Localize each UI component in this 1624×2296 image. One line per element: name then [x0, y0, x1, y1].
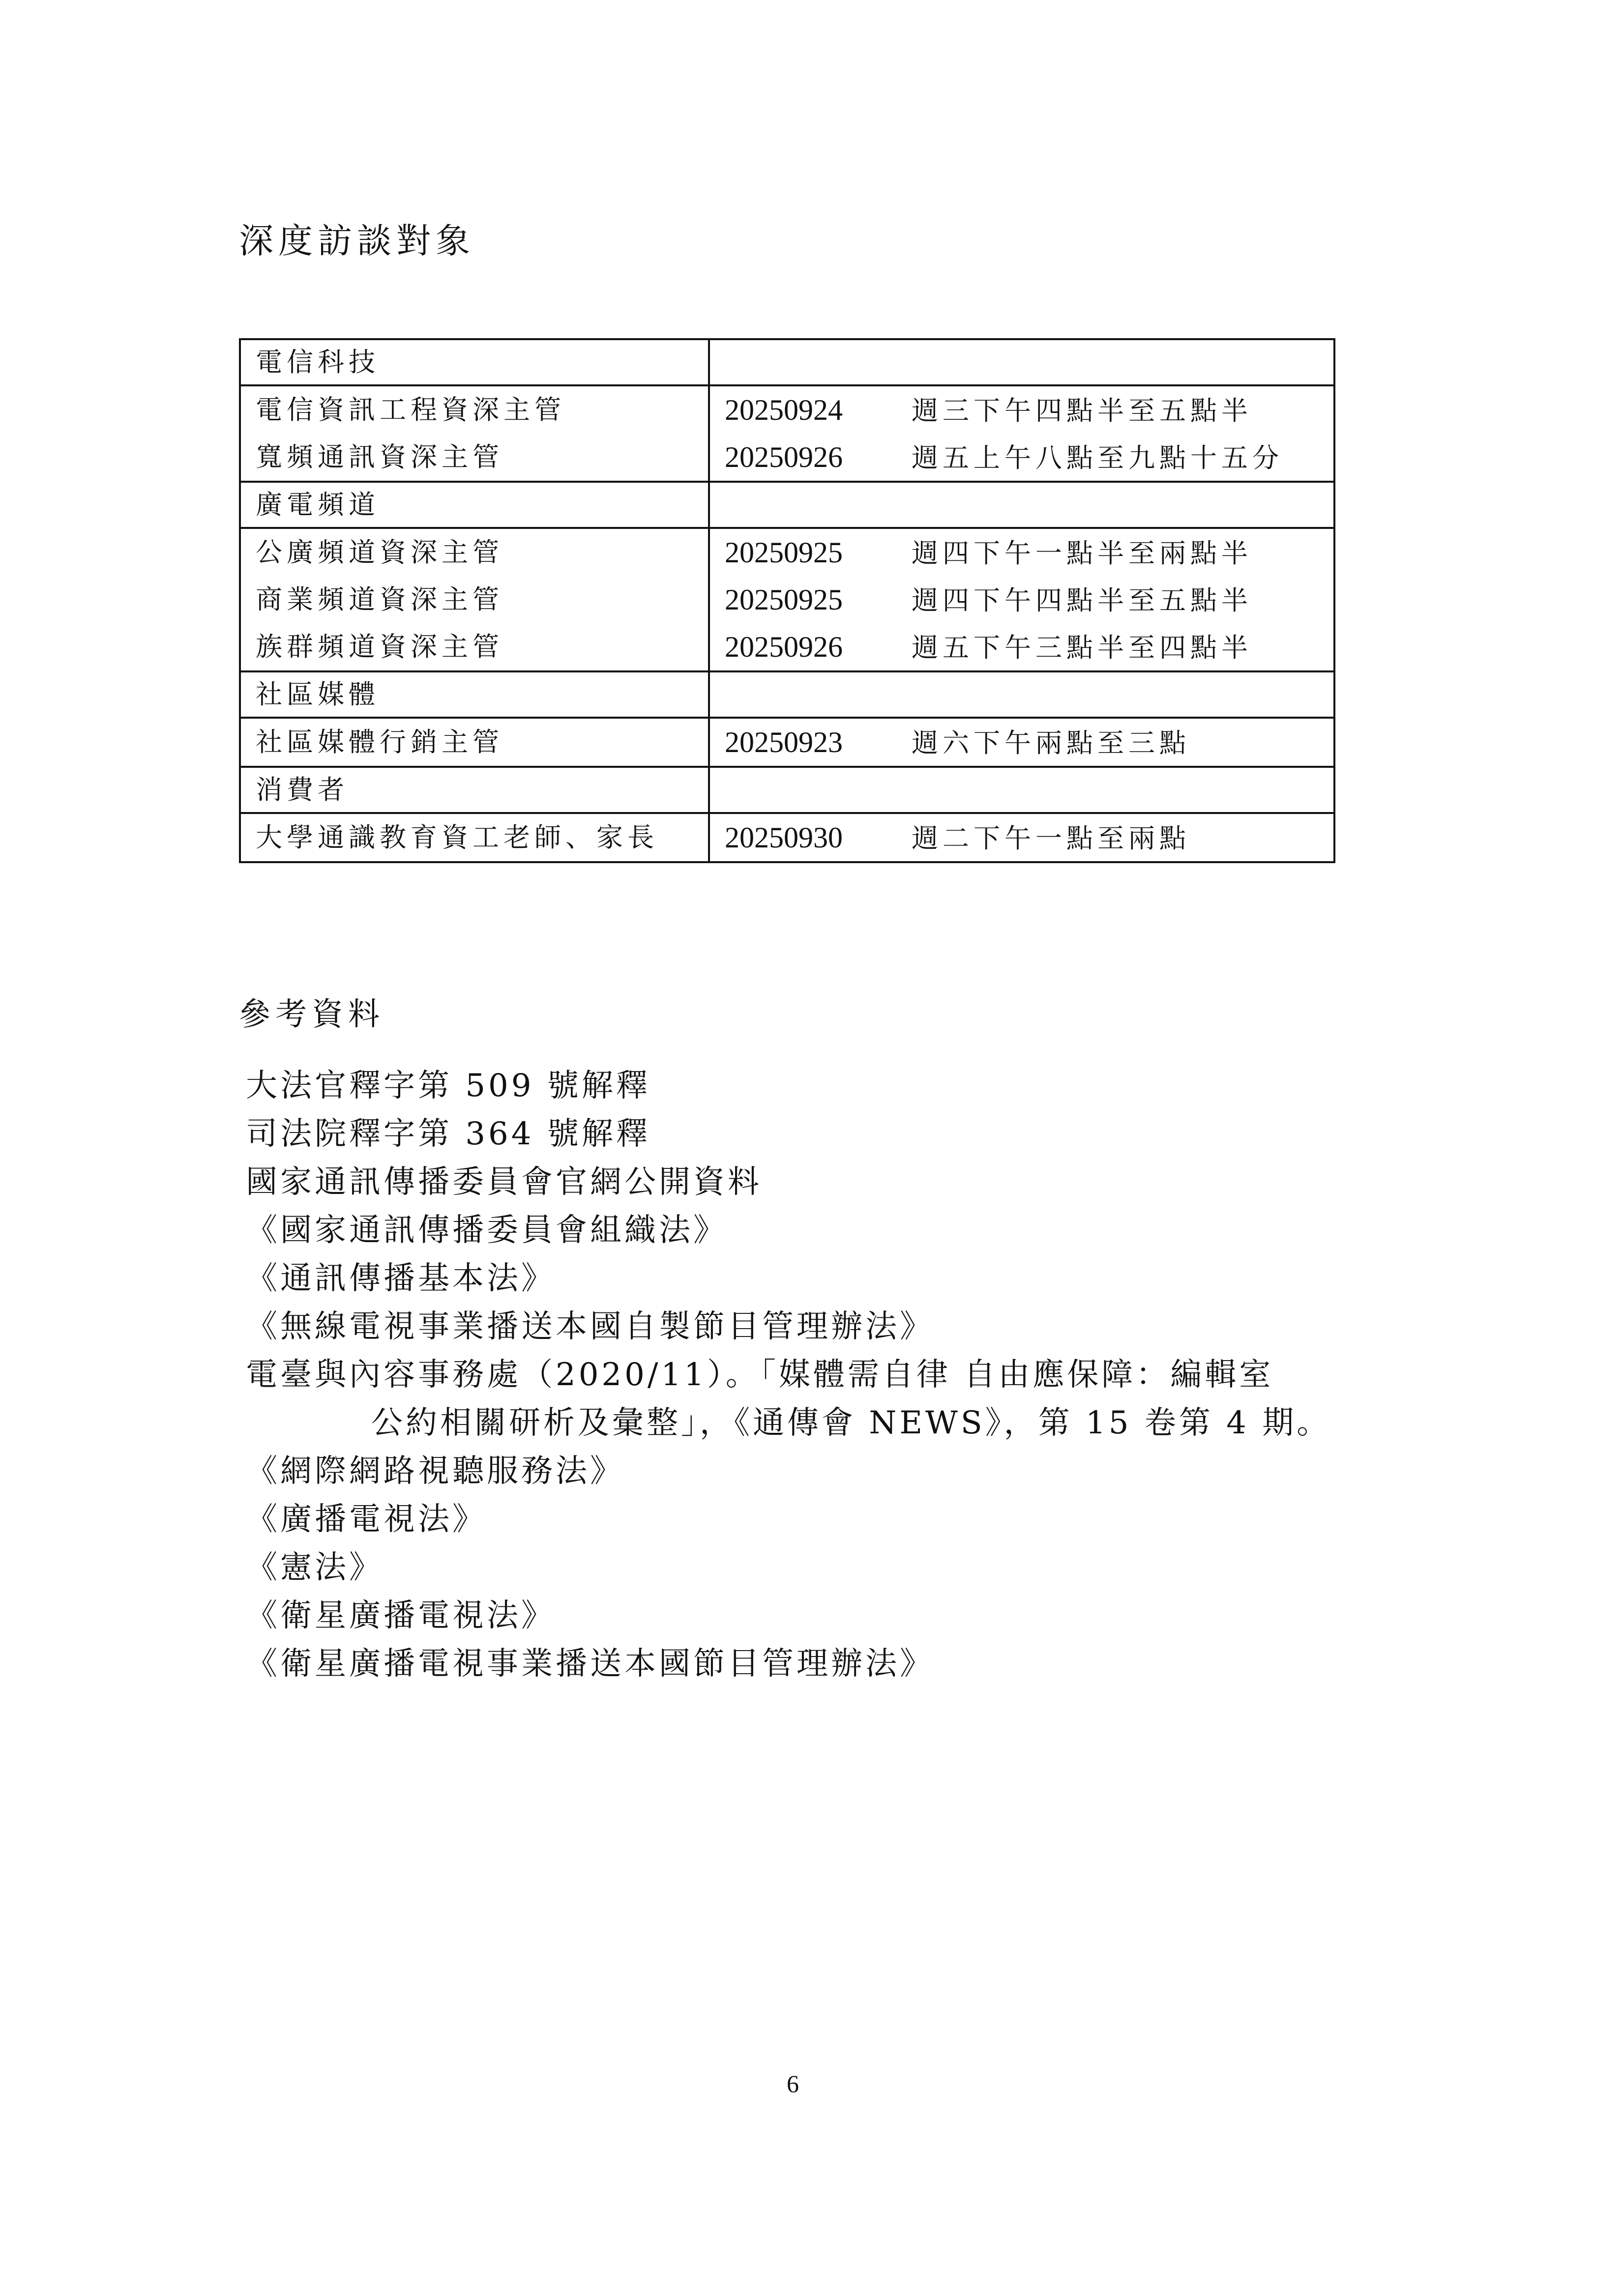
schedule-cell: [709, 718, 1334, 767]
empty-cell: [709, 339, 1334, 385]
references-list: [246, 1062, 1377, 1688]
page-number: 6: [787, 2070, 799, 2097]
reference-text: 電臺與內容事務處（2020/11）。「媒體需自律 自由應保障：編輯室: [246, 1357, 1274, 1393]
schedule-cell: [709, 813, 1334, 862]
table-row: [240, 528, 1334, 576]
category-label: 電信科技: [256, 347, 380, 378]
role-cell: [240, 623, 709, 671]
schedule-cell: [709, 528, 1334, 576]
reference-item: 《衛星廣播電視事業播送本國節目管理辦法》: [246, 1646, 934, 1682]
reference-item: 大法官釋字第 509 號解釋: [246, 1068, 650, 1104]
reference-item: 《網際網路視聽服務法》: [246, 1453, 624, 1489]
time-value: 週五下午三點半至四點半: [912, 632, 1252, 663]
category-label: 廣電頻道: [256, 489, 380, 520]
date-value: 20250925: [725, 536, 843, 569]
role-cell: [240, 813, 709, 862]
category-label: 社區媒體: [256, 679, 380, 710]
reference-item: 《衛星廣播電視法》: [246, 1598, 556, 1634]
role-cell: [240, 385, 709, 434]
empty-cell: [709, 482, 1334, 528]
date-value: 20250926: [725, 631, 843, 663]
reference-item: 《通訊傳播基本法》: [246, 1260, 556, 1297]
role-label: 公廣頻道資深主管: [256, 537, 503, 568]
empty-cell: [709, 671, 1334, 718]
reference-item: 《廣播電視法》: [246, 1501, 487, 1538]
role-label: 寬頻通訊資深主管: [256, 441, 503, 472]
table-row: [240, 813, 1334, 862]
references-heading: 參考資料: [239, 996, 384, 1033]
role-cell: [240, 576, 709, 623]
table-row: [240, 718, 1334, 767]
category-cell: [240, 767, 709, 813]
schedule-cell: [709, 576, 1334, 623]
table-row: [240, 385, 1334, 434]
time-value: 週六下午兩點至三點: [912, 727, 1190, 758]
reference-item: 《憲法》: [246, 1549, 384, 1586]
interview-table: [239, 338, 1335, 863]
role-cell: [240, 528, 709, 576]
schedule-cell: [709, 623, 1334, 671]
category-row: [240, 339, 1334, 385]
role-cell: [240, 434, 709, 482]
schedule-cell: [709, 434, 1334, 482]
table-row: [240, 623, 1334, 671]
date-value: 20250924: [725, 394, 843, 426]
role-label: 電信資訊工程資深主管: [256, 394, 565, 425]
category-cell: [240, 482, 709, 528]
empty-cell: [709, 767, 1334, 813]
role-cell: [240, 718, 709, 767]
date-value: 20250925: [725, 583, 843, 616]
table-row: [240, 434, 1334, 482]
time-value: 週四下午四點半至五點半: [912, 585, 1252, 616]
reference-item: 《無線電視事業播送本國自製節目管理辦法》: [246, 1308, 934, 1345]
role-label: 大學通識教育資工老師、家長: [256, 822, 658, 853]
category-cell: [240, 671, 709, 718]
category-row: [240, 671, 1334, 718]
reference-continuation: 公約相關研析及彙整」，《通傳會 NEWS》，第 15 卷第 4 期。: [371, 1405, 1331, 1441]
reference-item: 國家通訊傳播委員會官網公開資料: [246, 1164, 762, 1200]
role-label: 商業頻道資深主管: [256, 584, 503, 615]
time-value: 週二下午一點至兩點: [912, 823, 1190, 854]
category-label: 消費者: [256, 774, 349, 805]
reference-item: [246, 1351, 1377, 1447]
date-value: 20250923: [725, 726, 843, 758]
reference-item: 《國家通訊傳播委員會組織法》: [246, 1212, 728, 1249]
role-label: 族群頻道資深主管: [256, 631, 503, 662]
category-row: [240, 482, 1334, 528]
role-label: 社區媒體行銷主管: [256, 727, 503, 757]
date-value: 20250926: [725, 441, 843, 473]
interview-heading: 深度訪談對象: [239, 221, 475, 261]
category-row: [240, 767, 1334, 813]
time-value: 週五上午八點至九點十五分: [912, 442, 1283, 473]
time-value: 週三下午四點半至五點半: [912, 395, 1252, 426]
date-value: 20250930: [725, 821, 843, 854]
category-cell: [240, 339, 709, 385]
schedule-cell: [709, 385, 1334, 434]
time-value: 週四下午一點半至兩點半: [912, 538, 1252, 569]
table-row: [240, 576, 1334, 623]
reference-item: 司法院釋字第 364 號解釋: [246, 1116, 650, 1152]
